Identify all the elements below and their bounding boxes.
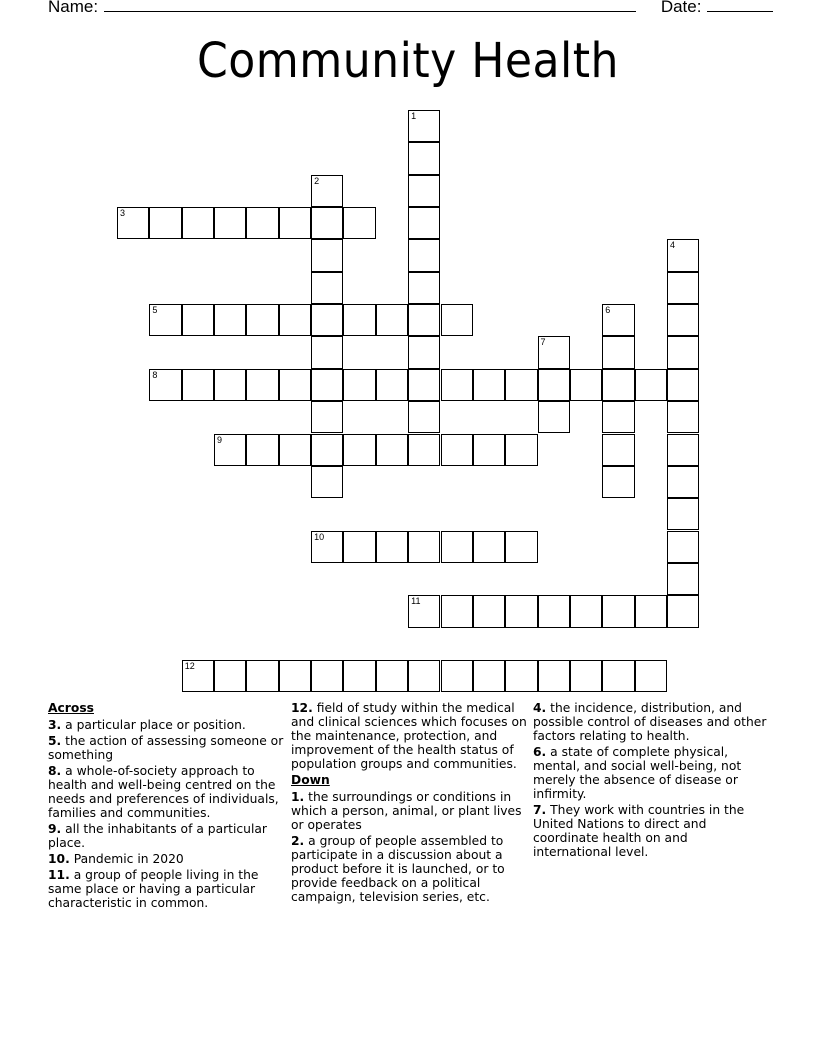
crossword-cell[interactable] [408, 207, 440, 239]
cell-number: 11 [411, 596, 421, 607]
crossword-cell[interactable] [311, 272, 343, 304]
crossword-cell[interactable] [635, 369, 667, 401]
crossword-cell[interactable] [473, 660, 505, 692]
crossword-cell[interactable] [311, 369, 343, 401]
crossword-cell[interactable] [246, 207, 278, 239]
crossword-cell[interactable] [343, 660, 375, 692]
crossword-cell[interactable] [246, 660, 278, 692]
clue-text: Pandemic in 2020 [69, 852, 184, 866]
crossword-cell[interactable] [343, 531, 375, 563]
cell-number: 7 [540, 337, 546, 348]
crossword-cell[interactable] [602, 466, 634, 498]
clue-across-9 [48, 822, 284, 850]
down-heading: Down [291, 773, 330, 787]
crossword-cell[interactable] [311, 175, 343, 207]
crossword-cell[interactable] [570, 595, 602, 627]
clue-down-1 [291, 790, 527, 832]
clues-column-3 [533, 701, 769, 861]
crossword-cell[interactable] [441, 531, 473, 563]
crossword-cell[interactable] [538, 401, 570, 433]
crossword-cell[interactable] [505, 531, 537, 563]
clue-across-3 [48, 718, 284, 732]
crossword-cell[interactable] [667, 401, 699, 433]
puzzle-title: Community Health [197, 33, 619, 89]
crossword-cell[interactable] [149, 369, 181, 401]
crossword-cell[interactable] [441, 304, 473, 336]
crossword-cell[interactable] [376, 369, 408, 401]
cell-number: 5 [152, 305, 158, 316]
clue-text: a state of complete physical, mental, and social well-being, not merely the absence of disease or infirmity. [533, 745, 742, 801]
crossword-cell[interactable] [343, 434, 375, 466]
crossword-cell[interactable] [149, 207, 181, 239]
crossword-cell[interactable] [279, 660, 311, 692]
crossword-cell[interactable] [343, 304, 375, 336]
clue-across-5 [48, 734, 284, 762]
clue-number: 8. [48, 764, 62, 778]
clue-number: 12. [291, 701, 313, 715]
clue-text: a whole-of-society approach to health and well-being centred on the needs and preferences of individuals, families and communities. [48, 764, 279, 820]
crossword-cell[interactable] [279, 369, 311, 401]
crossword-cell[interactable] [667, 498, 699, 530]
crossword-cell[interactable] [602, 660, 634, 692]
crossword-cell[interactable] [408, 369, 440, 401]
crossword-cell[interactable] [214, 207, 246, 239]
clue-number: 2. [291, 834, 305, 848]
clue-across-10 [48, 852, 284, 866]
clue-down-7 [533, 803, 769, 859]
across-heading: Across [48, 701, 94, 715]
clue-number: 3. [48, 718, 62, 732]
crossword-cell[interactable] [376, 434, 408, 466]
clue-down-4 [533, 701, 769, 743]
crossword-cell[interactable] [311, 304, 343, 336]
crossword-cell[interactable] [408, 304, 440, 336]
crossword-cell[interactable] [667, 563, 699, 595]
crossword-cell[interactable] [667, 369, 699, 401]
crossword-cell[interactable] [667, 434, 699, 466]
crossword-cell[interactable] [376, 660, 408, 692]
crossword-cell[interactable] [473, 434, 505, 466]
crossword-cell[interactable] [570, 369, 602, 401]
crossword-cell[interactable] [473, 595, 505, 627]
clue-down-6 [533, 745, 769, 801]
crossword-cell[interactable] [505, 660, 537, 692]
clue-across-12 [291, 701, 527, 771]
crossword-cell[interactable] [311, 434, 343, 466]
crossword-cell[interactable] [246, 369, 278, 401]
crossword-cell[interactable] [182, 304, 214, 336]
crossword-cell[interactable] [311, 660, 343, 692]
clue-down-2 [291, 834, 527, 904]
cell-number: 6 [605, 305, 611, 316]
crossword-cell[interactable] [408, 272, 440, 304]
crossword-cell[interactable] [441, 434, 473, 466]
clue-across-8 [48, 764, 284, 820]
clue-text: a particular place or position. [61, 718, 246, 732]
crossword-cell[interactable] [214, 304, 246, 336]
clue-text: the surroundings or conditions in which a person, animal, or plant lives or operates [291, 790, 522, 832]
crossword-cell[interactable] [376, 304, 408, 336]
crossword-cell[interactable] [408, 142, 440, 174]
crossword-cell[interactable] [182, 207, 214, 239]
crossword-cell[interactable] [408, 595, 440, 627]
crossword-cell[interactable] [602, 304, 634, 336]
crossword-cell[interactable] [376, 531, 408, 563]
cell-number: 3 [120, 208, 126, 219]
crossword-cell[interactable] [408, 531, 440, 563]
crossword-cell[interactable] [667, 466, 699, 498]
crossword-cell[interactable] [635, 595, 667, 627]
clue-text: all the inhabitants of a particular place. [48, 822, 267, 850]
crossword-cell[interactable] [602, 434, 634, 466]
clue-across-11 [48, 868, 284, 910]
crossword-cell[interactable] [570, 660, 602, 692]
crossword-cell[interactable] [279, 434, 311, 466]
crossword-cell[interactable] [182, 660, 214, 692]
crossword-cell[interactable] [538, 595, 570, 627]
crossword-cell[interactable] [441, 369, 473, 401]
crossword-cell[interactable] [311, 336, 343, 368]
crossword-cell[interactable] [667, 239, 699, 271]
name-label: Name: [48, 0, 99, 16]
clue-number: 1. [291, 790, 305, 804]
crossword-cell[interactable] [246, 304, 278, 336]
crossword-cell[interactable] [538, 369, 570, 401]
cell-number: 2 [314, 175, 320, 186]
crossword-cell[interactable] [473, 531, 505, 563]
crossword-cell[interactable] [408, 401, 440, 433]
crossword-cell[interactable] [505, 595, 537, 627]
clue-number: 5. [48, 734, 62, 748]
cell-number: 12 [184, 660, 195, 671]
clue-number: 10. [48, 852, 70, 866]
crossword-cell[interactable] [538, 660, 570, 692]
crossword-cell[interactable] [408, 336, 440, 368]
crossword-cell[interactable] [635, 660, 667, 692]
clues-column-2 [291, 701, 527, 906]
crossword-cell[interactable] [667, 336, 699, 368]
crossword-cell[interactable] [117, 207, 149, 239]
crossword-cell[interactable] [408, 175, 440, 207]
crossword-cell[interactable] [667, 304, 699, 336]
crossword-cell[interactable] [602, 595, 634, 627]
crossword-cell[interactable] [279, 207, 311, 239]
crossword-cell[interactable] [246, 434, 278, 466]
crossword-cell[interactable] [311, 466, 343, 498]
crossword-cell[interactable] [149, 304, 181, 336]
crossword-cell[interactable] [602, 336, 634, 368]
crossword-cell[interactable] [311, 207, 343, 239]
clue-text: field of study within the medical and clinical sciences which focuses on the maintenance, protection, and improvement of the health status of population groups and communities. [291, 701, 527, 771]
clue-text: the action of assessing someone or something [48, 734, 284, 762]
crossword-cell[interactable] [408, 239, 440, 271]
crossword-cell[interactable] [505, 434, 537, 466]
crossword-cell[interactable] [182, 369, 214, 401]
crossword-cell[interactable] [311, 401, 343, 433]
crossword-cell[interactable] [214, 434, 246, 466]
crossword-cell[interactable] [667, 531, 699, 563]
clue-number: 11. [48, 868, 70, 882]
cell-number: 9 [217, 434, 223, 445]
crossword-cell[interactable] [538, 336, 570, 368]
crossword-cell[interactable] [311, 531, 343, 563]
clue-number: 6. [533, 745, 547, 759]
crossword-cell[interactable] [473, 369, 505, 401]
date-label: Date: [660, 0, 702, 16]
crossword-cell[interactable] [667, 595, 699, 627]
crossword-cell[interactable] [408, 434, 440, 466]
cell-number: 1 [411, 111, 417, 121]
clue-text: a group of people living in the same place or having a particular characteristic in common. [48, 868, 259, 910]
clue-text: the incidence, distribution, and possible control of diseases and other factors relating to health. [533, 701, 767, 743]
clues-column-1 [48, 701, 284, 912]
crossword-cell[interactable] [279, 304, 311, 336]
crossword-cell[interactable] [667, 272, 699, 304]
clue-number: 4. [533, 701, 547, 715]
crossword-cell[interactable] [441, 660, 473, 692]
clue-number: 9. [48, 822, 62, 836]
clue-number: 7. [533, 803, 547, 817]
crossword-cell[interactable] [602, 369, 634, 401]
clue-text: a group of people assembled to participate in a discussion about a product before it is launched, or to provide feedback on a political campaign, television series, etc. [291, 834, 505, 904]
crossword-cell[interactable] [343, 207, 375, 239]
crossword-cell[interactable] [602, 401, 634, 433]
crossword-cell[interactable] [505, 369, 537, 401]
crossword-cell[interactable] [214, 660, 246, 692]
crossword-cell[interactable] [214, 369, 246, 401]
crossword-cell[interactable] [408, 110, 440, 142]
crossword-cell[interactable] [343, 369, 375, 401]
clue-text: They work with countries in the United Nations to direct and coordinate health on and international level. [533, 803, 745, 859]
crossword-cell[interactable] [441, 595, 473, 627]
cell-number: 10 [314, 531, 325, 542]
crossword-cell[interactable] [311, 239, 343, 271]
cell-number: 4 [669, 240, 675, 251]
cell-number: 8 [152, 369, 158, 380]
crossword-cell[interactable] [408, 660, 440, 692]
